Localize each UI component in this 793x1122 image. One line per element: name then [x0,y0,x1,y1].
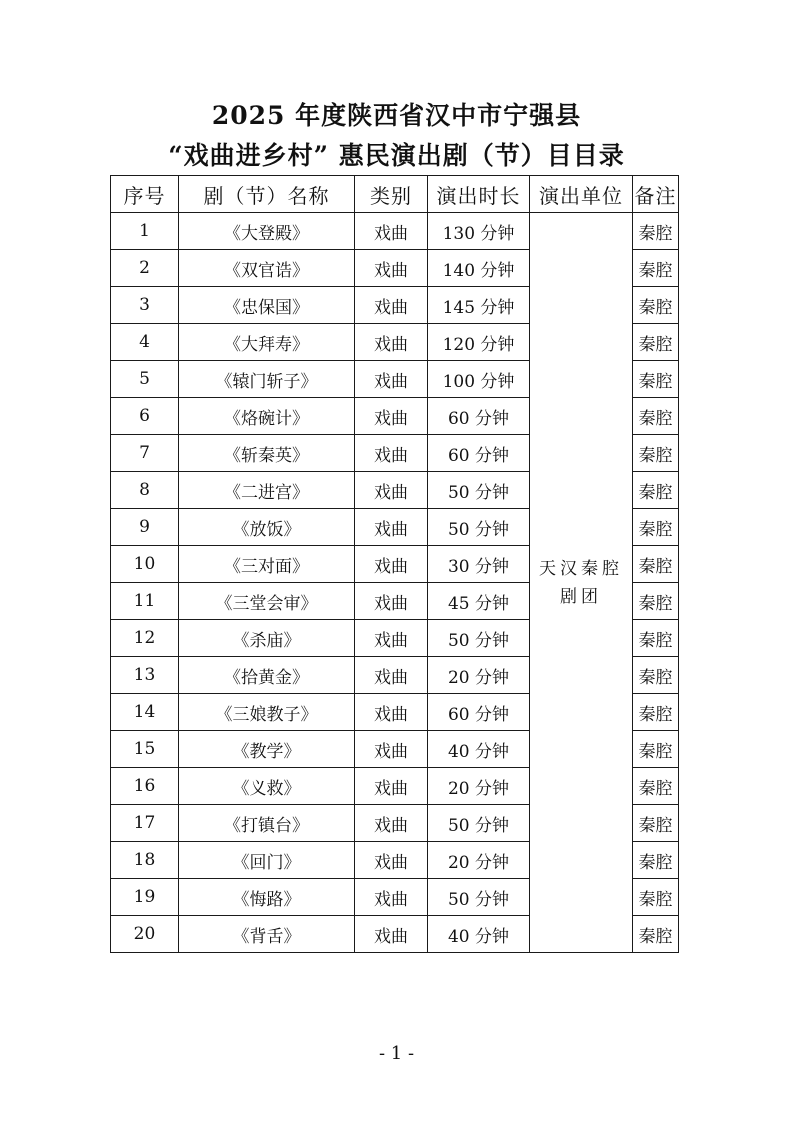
cell-note: 秦腔 [633,250,679,287]
cell-duration: 140 分钟 [428,250,530,287]
cell-category: 戏曲 [355,916,428,953]
document-title-line1: 2025 年度陕西省汉中市宁强县 [211,101,582,130]
cell-note: 秦腔 [633,398,679,435]
cell-note: 秦腔 [633,213,679,250]
cell-category: 戏曲 [355,472,428,509]
cell-name: 《放饭》 [179,509,355,546]
cell-duration: 50 分钟 [428,805,530,842]
cell-duration: 40 分钟 [428,731,530,768]
cell-performing-unit: 天汉秦腔剧团 [530,213,633,953]
cell-note: 秦腔 [633,879,679,916]
document-title-line2: “戏曲进乡村” 惠民演出剧（节）目目录 [168,141,625,170]
cell-duration: 50 分钟 [428,620,530,657]
cell-category: 戏曲 [355,398,428,435]
cell-duration: 60 分钟 [428,435,530,472]
cell-no: 18 [111,842,179,879]
header-note: 备注 [633,176,679,213]
cell-category: 戏曲 [355,620,428,657]
cell-no: 2 [111,250,179,287]
cell-category: 戏曲 [355,879,428,916]
cell-no: 20 [111,916,179,953]
table-header-row [111,176,679,213]
program-table [110,175,679,953]
cell-name: 《三堂会审》 [179,583,355,620]
cell-note: 秦腔 [633,768,679,805]
cell-name: 《三对面》 [179,546,355,583]
cell-note: 秦腔 [633,657,679,694]
cell-no: 17 [111,805,179,842]
header-duration: 演出时长 [428,176,530,213]
cell-note: 秦腔 [633,731,679,768]
cell-note: 秦腔 [633,324,679,361]
page-number: - 1 - [378,1043,415,1064]
cell-no: 3 [111,287,179,324]
cell-category: 戏曲 [355,657,428,694]
cell-name: 《烙碗计》 [179,398,355,435]
header-category: 类别 [355,176,428,213]
cell-category: 戏曲 [355,694,428,731]
cell-name: 《拾黄金》 [179,657,355,694]
cell-no: 5 [111,361,179,398]
cell-category: 戏曲 [355,250,428,287]
cell-name: 《教学》 [179,731,355,768]
cell-name: 《大拜寿》 [179,324,355,361]
cell-name: 《打镇台》 [179,805,355,842]
cell-name: 《义救》 [179,768,355,805]
cell-name: 《悔路》 [179,879,355,916]
cell-no: 8 [111,472,179,509]
cell-note: 秦腔 [633,916,679,953]
cell-no: 14 [111,694,179,731]
cell-category: 戏曲 [355,509,428,546]
header-no: 序号 [111,176,179,213]
cell-duration: 40 分钟 [428,916,530,953]
cell-category: 戏曲 [355,546,428,583]
cell-category: 戏曲 [355,361,428,398]
cell-duration: 50 分钟 [428,509,530,546]
cell-note: 秦腔 [633,805,679,842]
cell-duration: 60 分钟 [428,398,530,435]
cell-duration: 120 分钟 [428,324,530,361]
header-name: 剧（节）名称 [179,176,355,213]
cell-duration: 20 分钟 [428,657,530,694]
cell-no: 19 [111,879,179,916]
cell-note: 秦腔 [633,842,679,879]
cell-note: 秦腔 [633,509,679,546]
cell-no: 11 [111,583,179,620]
cell-name: 《三娘教子》 [179,694,355,731]
cell-duration: 20 分钟 [428,768,530,805]
cell-name: 《辕门斩子》 [179,361,355,398]
cell-duration: 100 分钟 [428,361,530,398]
cell-name: 《大登殿》 [179,213,355,250]
cell-duration: 130 分钟 [428,213,530,250]
cell-category: 戏曲 [355,583,428,620]
cell-note: 秦腔 [633,620,679,657]
table-body [111,213,679,953]
cell-duration: 60 分钟 [428,694,530,731]
table-row [111,213,679,250]
cell-no: 13 [111,657,179,694]
cell-name: 《忠保国》 [179,287,355,324]
cell-duration: 50 分钟 [428,879,530,916]
cell-category: 戏曲 [355,324,428,361]
header-unit: 演出单位 [530,176,633,213]
cell-duration: 45 分钟 [428,583,530,620]
cell-no: 10 [111,546,179,583]
cell-no: 12 [111,620,179,657]
cell-note: 秦腔 [633,435,679,472]
cell-no: 4 [111,324,179,361]
cell-no: 9 [111,509,179,546]
cell-duration: 20 分钟 [428,842,530,879]
cell-name: 《斩秦英》 [179,435,355,472]
cell-note: 秦腔 [633,546,679,583]
cell-category: 戏曲 [355,731,428,768]
cell-name: 《回门》 [179,842,355,879]
cell-duration: 50 分钟 [428,472,530,509]
cell-no: 6 [111,398,179,435]
cell-category: 戏曲 [355,805,428,842]
cell-note: 秦腔 [633,694,679,731]
cell-category: 戏曲 [355,287,428,324]
cell-note: 秦腔 [633,472,679,509]
cell-name: 《二进宫》 [179,472,355,509]
cell-duration: 30 分钟 [428,546,530,583]
cell-note: 秦腔 [633,583,679,620]
cell-name: 《双官诰》 [179,250,355,287]
cell-category: 戏曲 [355,435,428,472]
cell-category: 戏曲 [355,768,428,805]
cell-name: 《背舌》 [179,916,355,953]
cell-category: 戏曲 [355,213,428,250]
cell-no: 1 [111,213,179,250]
cell-name: 《杀庙》 [179,620,355,657]
cell-duration: 145 分钟 [428,287,530,324]
cell-no: 15 [111,731,179,768]
cell-no: 16 [111,768,179,805]
cell-note: 秦腔 [633,361,679,398]
cell-category: 戏曲 [355,842,428,879]
cell-no: 7 [111,435,179,472]
cell-note: 秦腔 [633,287,679,324]
